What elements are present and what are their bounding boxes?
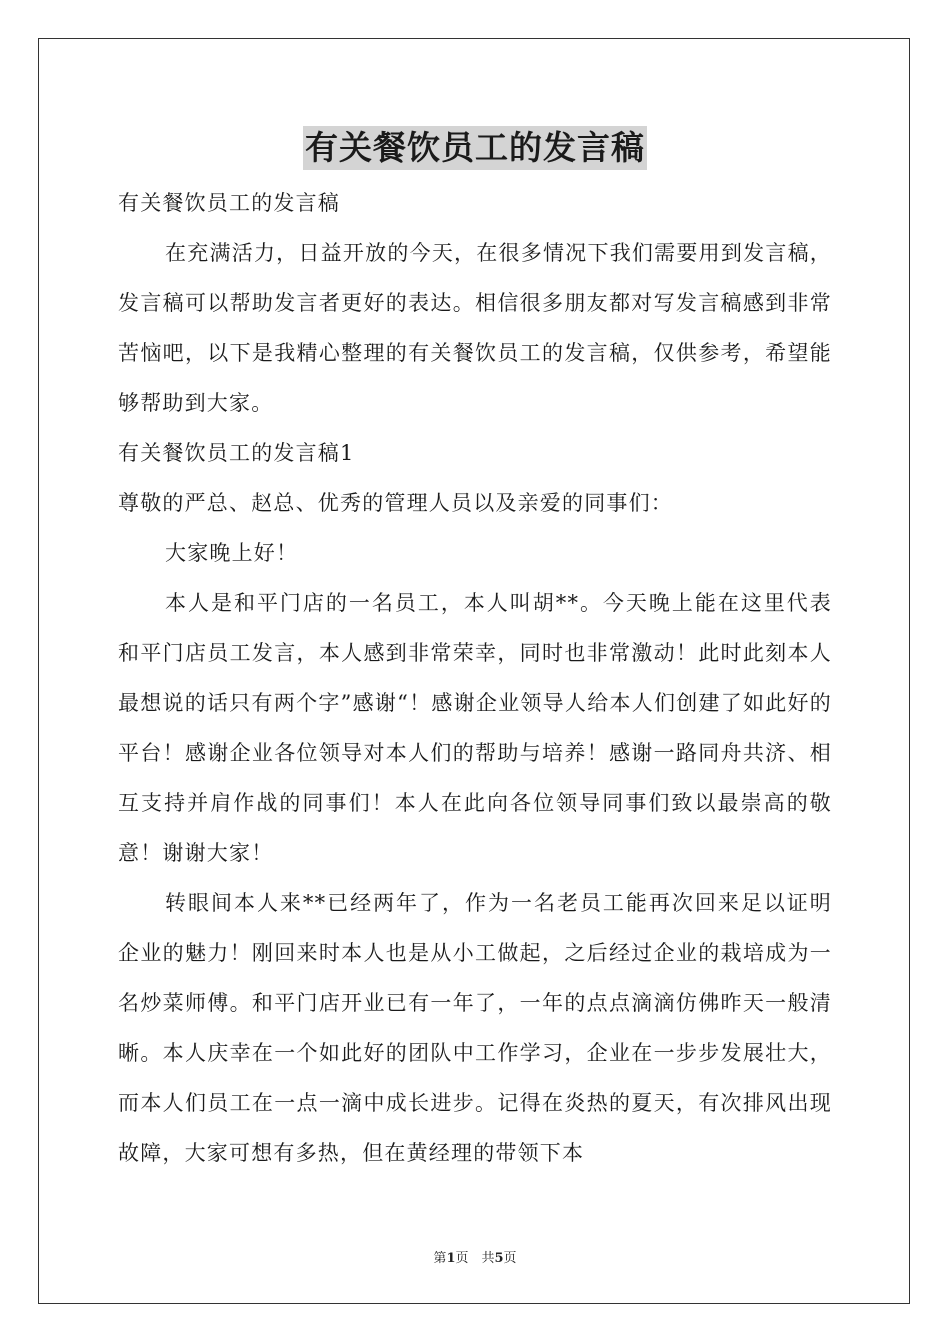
- intro-paragraph: 在充满活力，日益开放的今天，在很多情况下我们需要用到发言稿，发言稿可以帮助发言者更好的表达。相信很多朋友都对写发言稿感到非常苦恼吧，以下是我精心整理的有关餐饮员工的发言稿，仅供参考，希望能够帮助到大家。: [118, 241, 832, 415]
- page-footer: [0, 1247, 950, 1266]
- section-heading: 有关餐饮员工的发言稿1: [118, 441, 355, 465]
- body-paragraph: 本人是和平门店的一名员工，本人叫胡**。今天晚上能在这里代表和平门店员工发言，本人感到非常荣幸，同时也非常激动！此时此刻本人最想说的话只有两个字”感谢“！感谢企业领导人给本人们创建了如此好的平台！感谢企业各位领导对本人们的帮助与培养！感谢一路同舟共济、相互支持并肩作战的同事们！本人在此向各位领导同事们致以最崇高的敬意！谢谢大家！: [118, 591, 832, 865]
- title-container: [0, 126, 950, 170]
- greeting: 大家晚上好！: [165, 541, 299, 565]
- footer-mid: 页 共: [455, 1251, 495, 1266]
- salutation: 尊敬的严总、赵总、优秀的管理人员以及亲爱的同事们：: [118, 491, 673, 515]
- subtitle-line: 有关餐饮员工的发言稿: [118, 191, 340, 215]
- document-body: [118, 178, 832, 1178]
- footer-prefix: 第: [433, 1251, 447, 1266]
- total-pages-number: 5: [494, 1251, 504, 1266]
- footer-suffix: 页: [503, 1251, 517, 1266]
- document-title: 有关餐饮员工的发言稿: [303, 126, 647, 170]
- body-paragraph: 转眼间本人来**已经两年了，作为一名老员工能再次回来足以证明企业的魅力！刚回来时本人也是从小工做起，之后经过企业的栽培成为一名炒菜师傅。和平门店开业已有一年了，一年的点点滴滴仿佛昨天一般清晰。本人庆幸在一个如此好的团队中工作学习，企业在一步步发展壮大，而本人们员工在一点一滴中成长进步。记得在炎热的夏天，有次排风出现故障，大家可想有多热，但在黄经理的带领下本: [118, 891, 832, 1165]
- current-page-number: 1: [446, 1251, 456, 1266]
